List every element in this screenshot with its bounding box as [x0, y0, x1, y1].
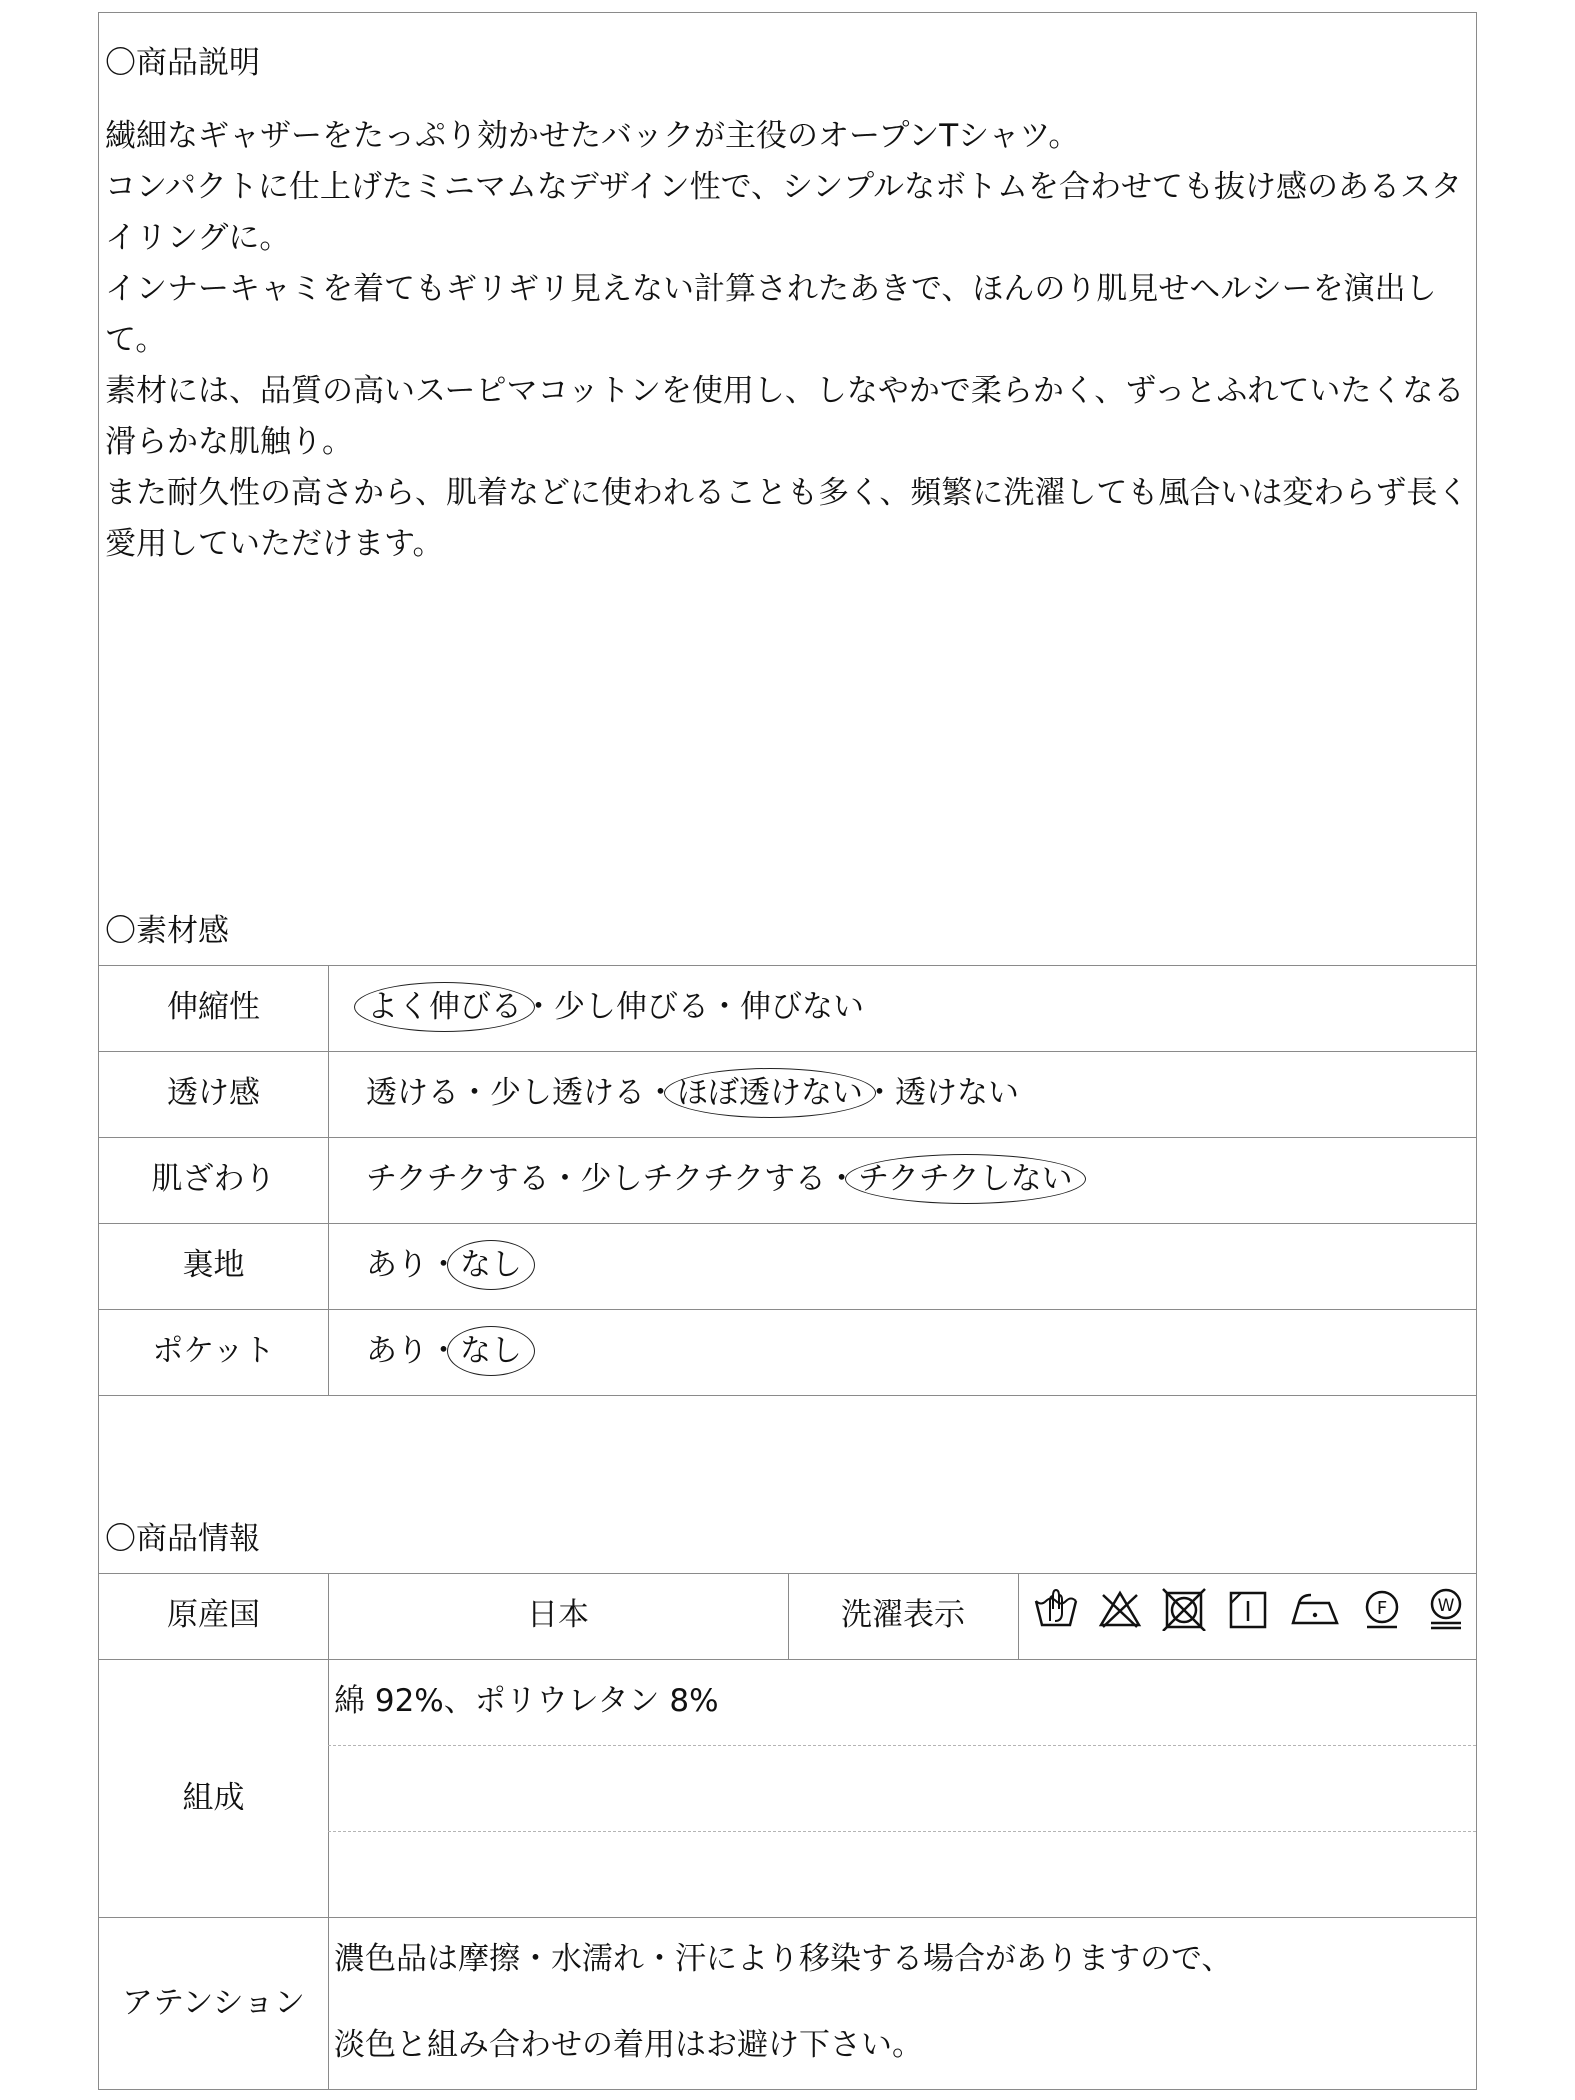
no-bleach-icon [1097, 1587, 1143, 1631]
option-separator: ・ [645, 1075, 676, 1111]
description-body [105, 111, 1470, 570]
selected-option: よく伸びる [354, 982, 535, 1032]
drip-dry-shade-icon [1225, 1587, 1271, 1631]
wet-clean-w-icon [1423, 1587, 1469, 1631]
material-feel-label: 裏地 [182, 1247, 245, 1283]
option: 伸びない [740, 989, 864, 1025]
description-paragraph: 繊細なギャザーをたっぷり効かせたバックが主役のオープンTシャツ。 [105, 118, 1080, 154]
material-feel-options [366, 987, 864, 1027]
product-info-heading: 〇商品情報 [105, 1521, 260, 1557]
material-feel-label: ポケット [152, 1333, 275, 1369]
attention-line: 淡色と組み合わせの着用はお避け下さい。 [334, 2027, 923, 2063]
attention-line: 濃色品は摩擦・水濡れ・汗により移染する場合がありますので、 [334, 1941, 1233, 1977]
description-paragraph: 素材には、品質の高いスーピマコットンを使用し、しなやかで柔らかく、ずっとふれていたくなる滑らかな肌触り。 [105, 373, 1465, 460]
material-feel-label: 透け感 [167, 1075, 260, 1111]
svg-text:W: W [1437, 1596, 1455, 1616]
origin-label: 原産国 [167, 1597, 260, 1633]
description-heading: 〇商品説明 [105, 45, 260, 81]
material-feel-options [366, 1331, 523, 1371]
iron-low-icon [1289, 1587, 1341, 1631]
option: あり [366, 1247, 428, 1283]
option: 少しチクチクする [580, 1161, 827, 1197]
option: 少し透ける [490, 1075, 645, 1111]
option-separator: ・ [523, 989, 554, 1025]
svg-text:F: F [1376, 1598, 1388, 1619]
material-feel-options [366, 1245, 523, 1285]
description-paragraph: コンパクトに仕上げたミニマムなデザイン性で、シンプルなボトムを合わせても抜け感のあるスタイリングに。 [105, 169, 1463, 256]
description-paragraph: インナーキャミを着てもギリギリ見えない計算されたあきで、ほんのり肌見せヘルシーを演出して。 [105, 271, 1437, 358]
attention-label: アテンション [121, 1985, 306, 2021]
option: 透ける [366, 1075, 459, 1111]
no-tumble-dry-icon [1161, 1587, 1207, 1631]
option-separator: ・ [709, 989, 740, 1025]
description-paragraph: また耐久性の高さから、肌着などに使われることも多く、頻繁に洗濯しても風合いは変わらず長く愛用していただけます。 [105, 475, 1469, 562]
dry-clean-f-icon [1359, 1587, 1405, 1631]
option-separator: ・ [549, 1161, 581, 1197]
composition-line: 綿 92%、ポリウレタン 8% [334, 1683, 719, 1719]
selected-option: ほぼ透けない [664, 1068, 876, 1118]
option: あり [366, 1333, 428, 1369]
origin-value: 日本 [527, 1597, 589, 1633]
option: 少し伸びる [554, 989, 709, 1025]
option-separator: ・ [428, 1333, 459, 1369]
laundry-symbols [1033, 1586, 1469, 1632]
material-feel-options [366, 1073, 1019, 1113]
composition-label: 組成 [182, 1780, 245, 1816]
selected-option: なし [447, 1240, 535, 1290]
material-feel-label: 伸縮性 [167, 989, 260, 1025]
option: チクチクする [366, 1161, 550, 1197]
laundry-label: 洗濯表示 [841, 1597, 965, 1633]
material-feel-label: 肌ざわり [151, 1161, 276, 1197]
option-separator: ・ [864, 1075, 895, 1111]
option-separator: ・ [826, 1161, 858, 1197]
option: 透けない [895, 1075, 1019, 1111]
material-feel-heading: 〇素材感 [105, 913, 229, 949]
option-separator: ・ [428, 1247, 459, 1283]
option-separator: ・ [459, 1075, 490, 1111]
hand-wash-icon [1033, 1587, 1079, 1631]
material-feel-options [366, 1159, 1074, 1199]
selected-option: チクチクしない [845, 1154, 1086, 1204]
product-sheet [98, 12, 1477, 2090]
selected-option: なし [447, 1326, 535, 1376]
